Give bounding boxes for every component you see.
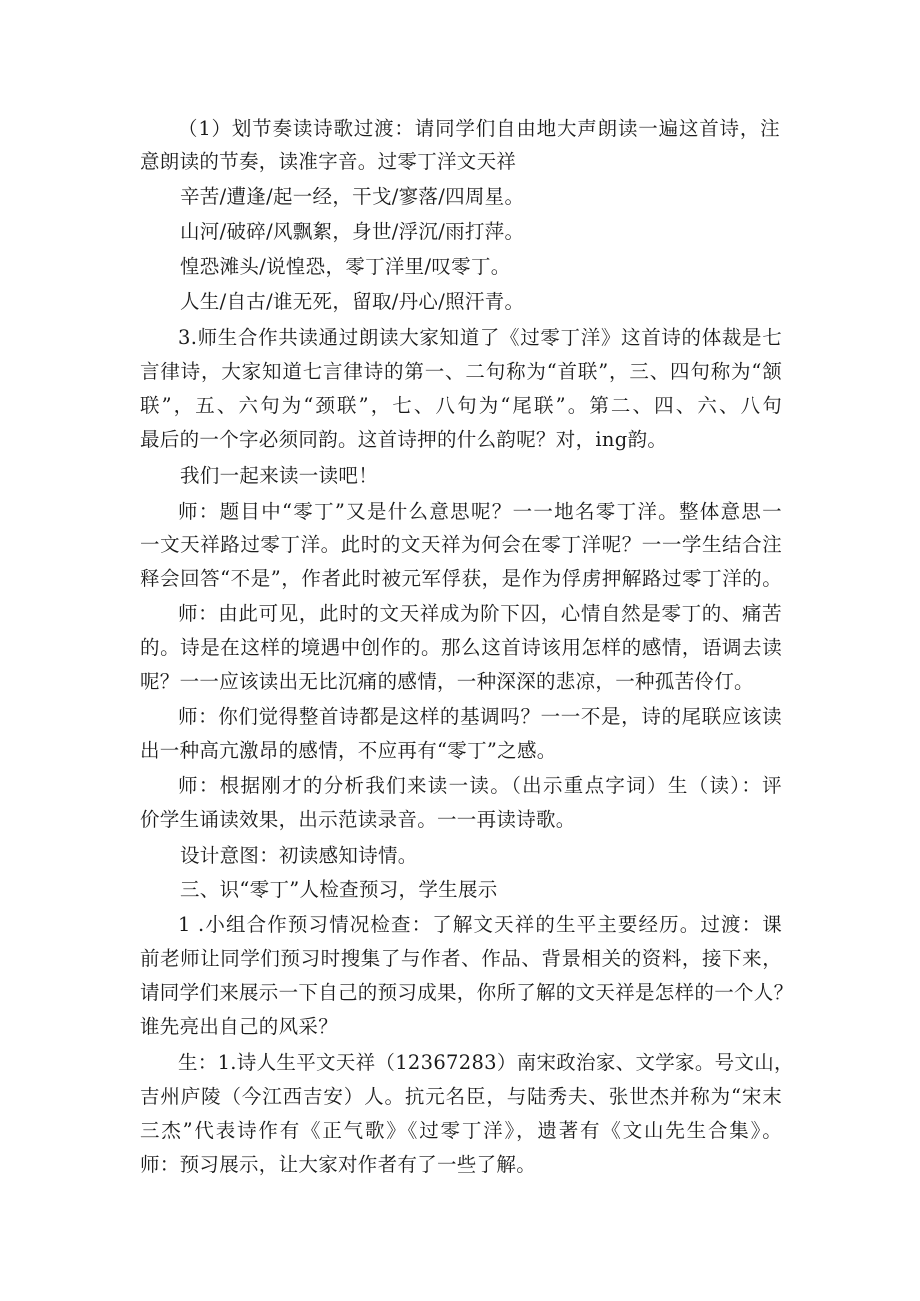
paragraph-6-line-2: 出一种高亢激昂的感情，不应再有“零丁”之感。 — [140, 739, 557, 762]
paragraph-7-line-1: 师：根据刚才的分析我们来读一读。（出示重点字词）生（读）：评 — [178, 774, 782, 797]
paragraph-4-line-3: 释会回答“不是”，作者此时被元军俘获，是作为俘虏押解路过零丁洋的。 — [140, 567, 782, 590]
paragraph-4-line-2: 一文天祥路过零丁洋。此时的文天祥为何会在零丁洋呢？一一学生结合注 — [140, 533, 782, 556]
paragraph-4-line-1: 师：题目中“零丁”又是什么意思呢？一一地名零丁洋。整体意思一 — [178, 500, 782, 523]
design-intent-line: 设计意图：初读感知诗情。 — [180, 844, 418, 867]
paragraph-2-line-4: 最后的一个字必须同韵。这首诗押的什么韵呢？对，ing韵。 — [140, 428, 668, 451]
poem-line-4: 人生/自古/谁无死，留取/丹心/照汗青。 — [180, 290, 525, 313]
paragraph-5-line-2: 的。诗是在这样的境遇中创作的。那么这首诗该用怎样的感情，语调去读 — [140, 636, 782, 659]
paragraph-9-line-1: 生：1.诗人生平文天祥（12367283）南宋政治家、文学家。号文山， — [178, 1051, 794, 1074]
paragraph-8-line-1: 1 .小组合作预习情况检查：了解文天祥的生平主要经历。过渡：课 — [178, 913, 782, 936]
section-heading-3: 三、识“零丁”人检查预习，学生展示 — [180, 878, 498, 901]
paragraph-2-line-3: 联”，五、六句为“颈联”，七、八句为“尾联”。第二、四、六、八句 — [140, 394, 782, 417]
paragraph-5-line-1: 师：由此可见，此时的文天祥成为阶下囚，心情自然是零丁的、痛苦 — [178, 602, 782, 625]
paragraph-9-line-4: 师：预习展示，让大家对作者有了一些了解。 — [140, 1153, 537, 1176]
poem-line-1: 辛苦/遭逢/起一经，干戈/寥落/四周星。 — [180, 185, 525, 208]
paragraph-1-line-1: （1）划节奏读诗歌过渡：请同学们自由地大声朗读一遍这首诗，注 — [178, 117, 780, 140]
paragraph-5-line-3: 呢？一一应该读出无比沉痛的感情，一种深深的悲凉，一种孤苦伶仃。 — [140, 670, 754, 693]
paragraph-7-line-2: 价学生诵读效果，出示范读录音。一一再读诗歌。 — [140, 808, 576, 831]
paragraph-8-line-2: 前老师让同学们预习时搜集了与作者、作品、背景相关的资料，接下来， — [140, 947, 782, 970]
poem-line-2: 山河/破碎/风飘絮，身世/浮沉/雨打萍。 — [180, 220, 525, 243]
paragraph-8-line-4: 谁先亮出自己的风采？ — [140, 1015, 339, 1038]
paragraph-8-line-3: 请同学们来展示一下自己的预习成果，你所了解的文天祥是怎样的一个人？ — [140, 981, 794, 1004]
paragraph-1-line-2: 意朗读的节奏，读准字音。过零丁洋文天祥 — [140, 150, 517, 173]
paragraph-3-line-1: 我们一起来读一读吧！ — [180, 464, 379, 487]
paragraph-6-line-1: 师：你们觉得整首诗都是这样的基调吗？一一不是，诗的尾联应该读 — [178, 705, 782, 728]
poem-line-3: 惶恐滩头/说惶恐，零丁洋里/叹零丁。 — [180, 255, 511, 278]
paragraph-2-line-2: 言律诗，大家知道七言律诗的第一、二句称为“首联”，三、四句称为“颔 — [140, 360, 782, 383]
paragraph-2-line-1: 3.师生合作共读通过朗读大家知道了《过零丁洋》这首诗的体裁是七 — [178, 326, 782, 349]
paragraph-9-line-2: 吉州庐陵（今江西吉安）人。抗元名臣，与陆秀夫、张世杰并称为“宋末 — [140, 1085, 782, 1108]
paragraph-9-line-3: 三杰”代表诗作有《正气歌》《过零丁洋》，遗著有《文山先生合集》。 — [140, 1119, 782, 1142]
